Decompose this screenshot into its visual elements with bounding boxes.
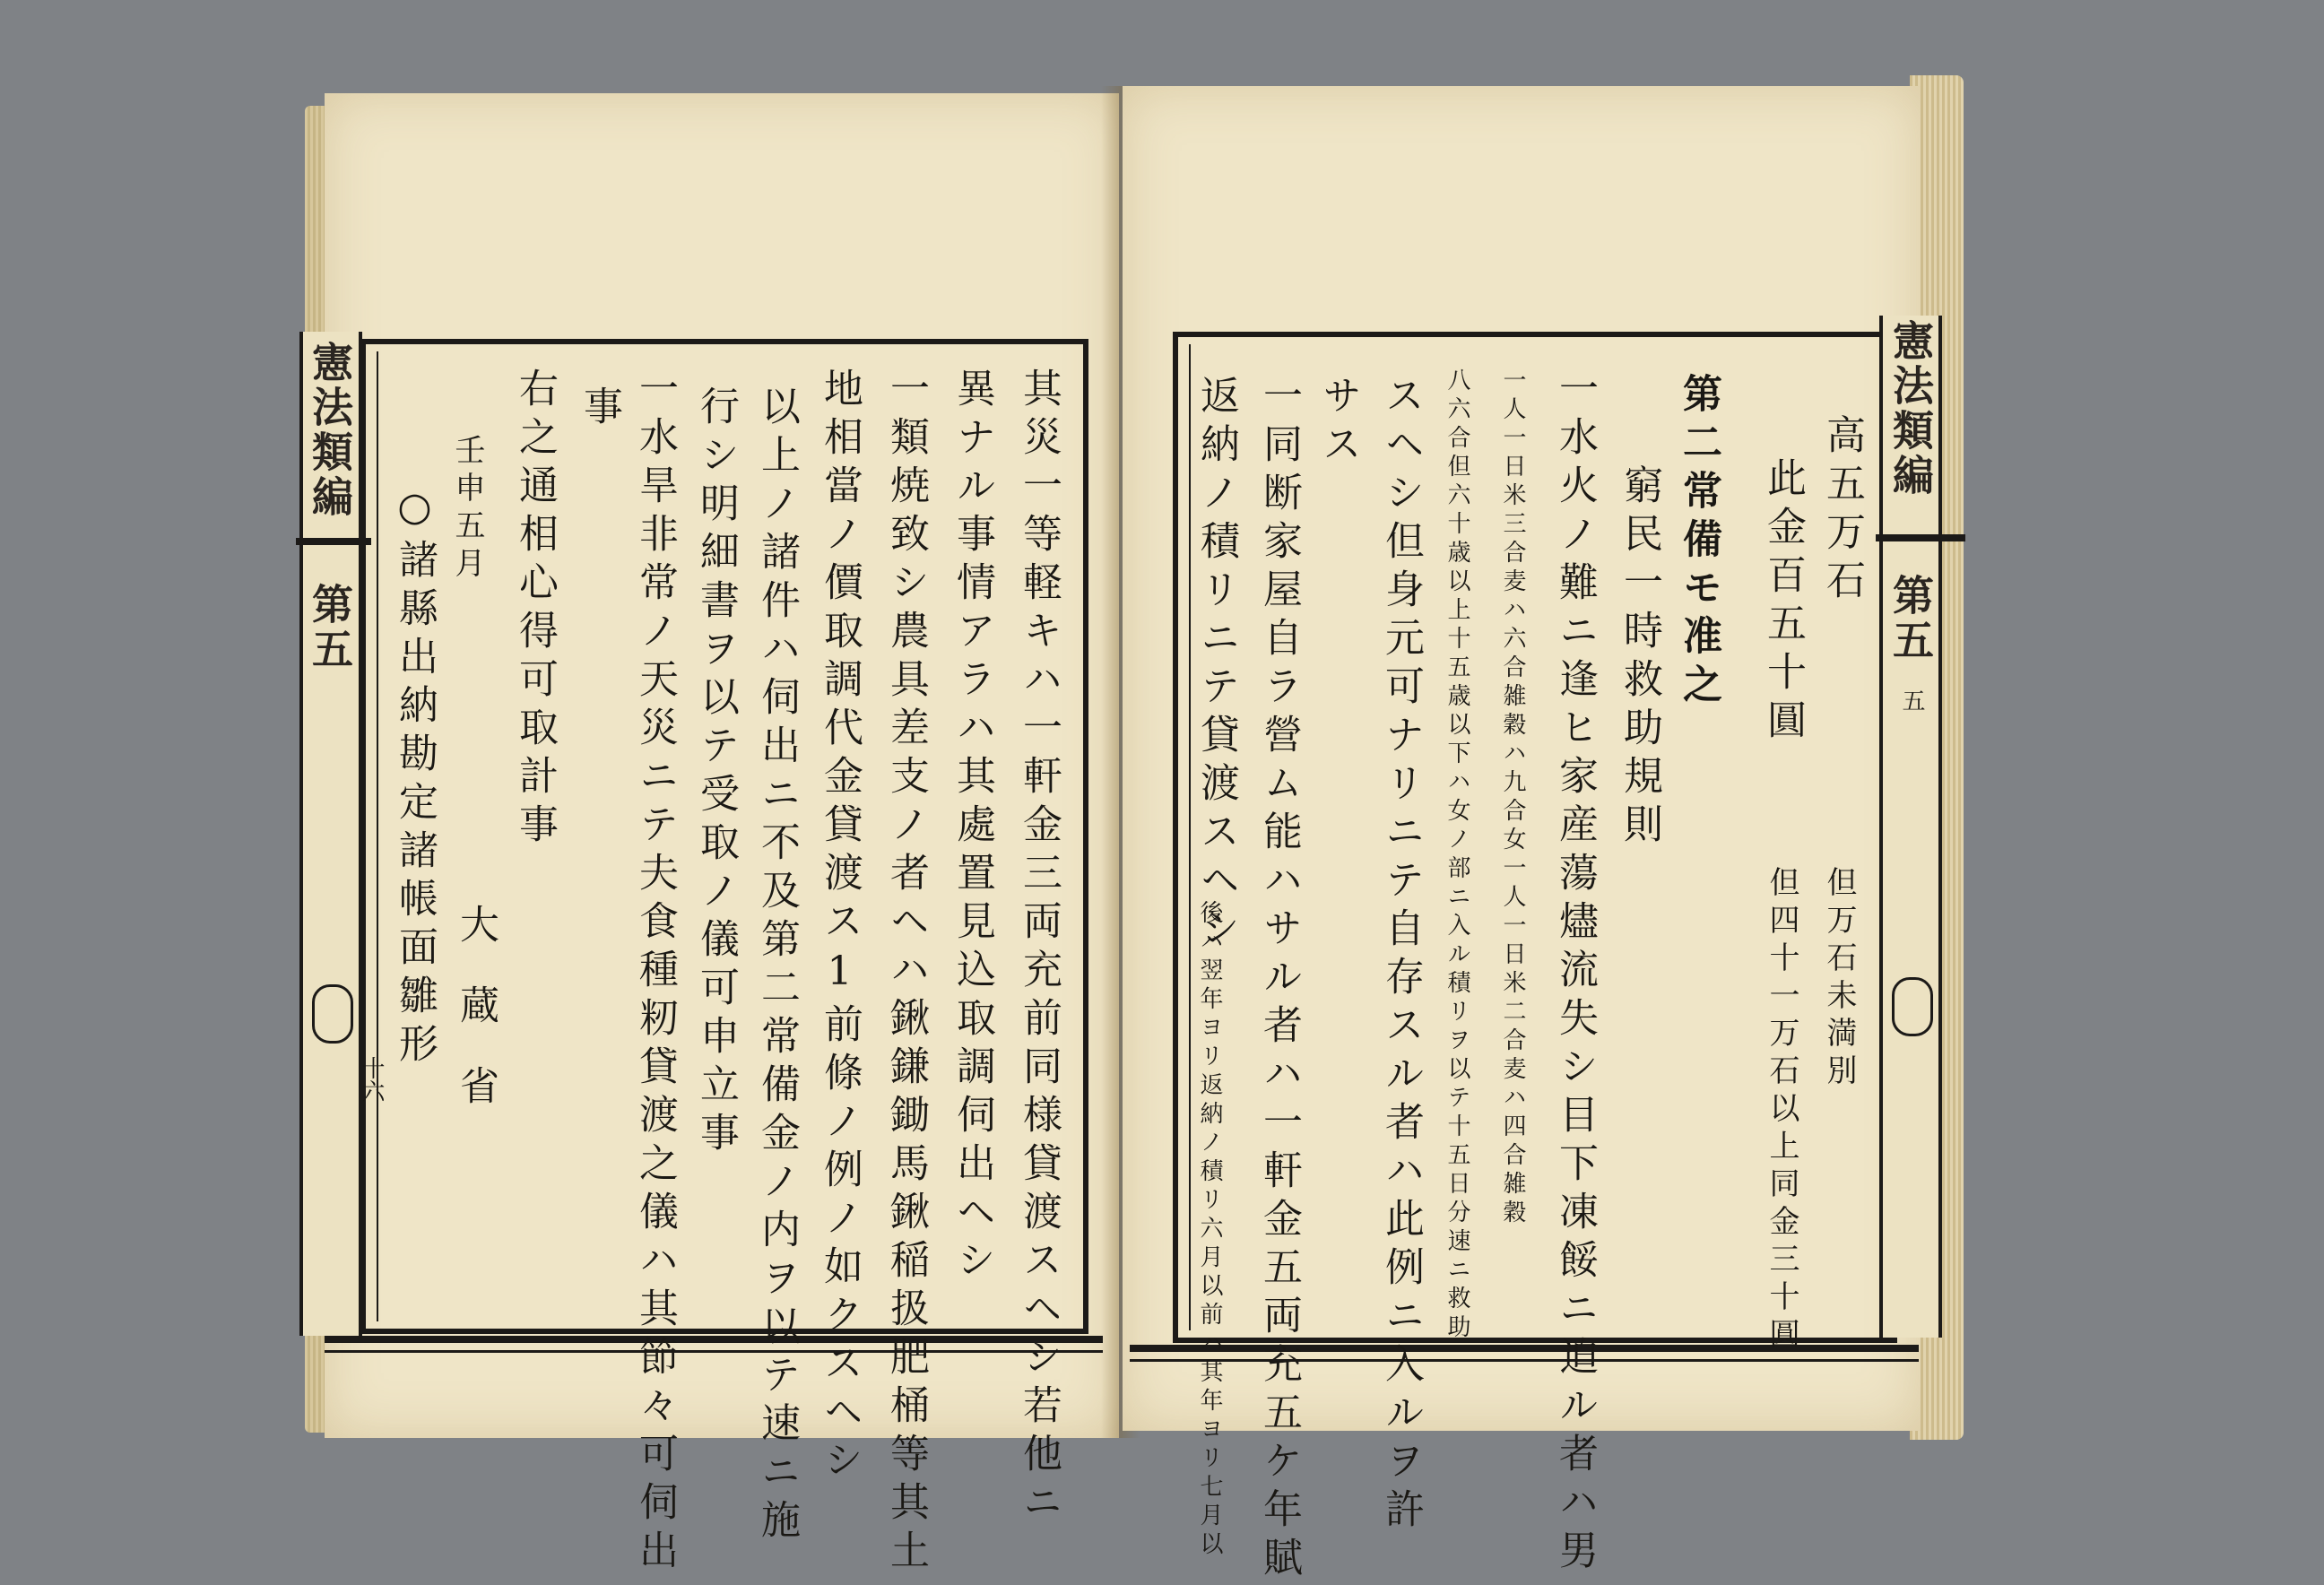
left-folio: 十六: [358, 1056, 385, 1103]
right-col-3: 八六合但六十歳以上十五歳以下ハ女ノ部ニ入ル積リヲ以テ十五日分速ニ救助: [1444, 368, 1470, 1343]
left-banner-section: 第五: [306, 583, 354, 672]
left-col-5: 以上ノ諸件ハ伺出ニ不及第二常備金ノ内ヲ以テ速ニ施: [754, 385, 800, 1547]
left-col-6: 行シ明細書ヲ以テ受取ノ儀可申立事: [693, 385, 739, 1160]
right-folio: 五: [1898, 689, 1925, 712]
left-col-1: 其災一等軽キハ一軒金三両充前同様貸渡スヘシ若他ニ: [1016, 368, 1062, 1529]
right-rule-title: 窮民一時救助規則: [1617, 464, 1662, 852]
left-banner-title: 憲法類編: [306, 341, 354, 520]
left-date: 壬申五月: [449, 434, 485, 585]
left-col-3: 一類焼致シ農具差支ノ者ヘハ鍬鎌鋤馬鍬稲扱肥桶等其土: [883, 368, 929, 1578]
left-frame-inner-rule: [377, 351, 378, 1321]
right-col-7: 返納ノ積リニテ貸渡スヘシ: [1193, 375, 1239, 956]
right-col-5: サス: [1315, 375, 1361, 472]
left-signature-1: 大: [453, 904, 499, 952]
left-col-9: 右之通相心得可取計事: [512, 368, 558, 852]
right-col-8: 後ハ翌年ヨリ返納ノ積リ六月以前ハ其年ヨリ七月以: [1196, 900, 1223, 1560]
left-banner-band: [296, 538, 371, 545]
left-col-7: 一水旱非常ノ天災ニテ夫食種籾貸渡之儀ハ其節々可伺出: [632, 368, 678, 1578]
left-fishtail-mark: [312, 984, 353, 1044]
right-col-1: 一水火ノ難ニ逢ヒ家産蕩燼流失シ目下凍餒ニ迫ル者ハ男: [1552, 368, 1598, 1578]
left-signature-2: 蔵: [453, 984, 499, 1033]
right-note-1: 但万石未満別: [1821, 866, 1857, 1092]
left-next-heading: ○諸縣出納勘定諸帳面雛形: [392, 484, 438, 1071]
right-amount: 此金百五十圓: [1760, 457, 1806, 748]
right-col-6: 一同断家屋自ラ營ム能ハサル者ハ一軒金五両充五ケ年賦: [1256, 375, 1302, 1585]
left-signature-3: 省: [453, 1065, 499, 1113]
right-bottom-rule: [1130, 1345, 1919, 1352]
right-col-4: スヘシ但身元可ナリニテ自存スル者ハ此例ニ入ルヲ許: [1378, 375, 1424, 1537]
right-banner-band: [1876, 534, 1965, 541]
left-bottom-rule: [325, 1336, 1103, 1343]
right-note-2: 但四十一万石以上同金三十圓: [1764, 866, 1799, 1355]
left-col-8: 事: [577, 385, 622, 434]
right-fishtail-mark: [1892, 977, 1933, 1036]
right-section-heading: 第二常備モ准之: [1676, 373, 1721, 712]
right-col-2: 一人一日米三合麦ハ六合雑穀ハ九合女一人一日米二合麦ハ四合雑穀: [1499, 368, 1526, 1228]
right-banner-title: 憲法類編: [1886, 319, 1935, 498]
right-banner-section: 第五: [1886, 574, 1935, 663]
right-kokudaka: 高五万石: [1819, 414, 1865, 608]
left-col-4: 地相當ノ價取調代金貸渡ス1前條ノ例ノ如クスヘシ: [817, 368, 863, 1487]
left-col-2: 異ナル事情アラハ其處置見込取調伺出ヘシ: [950, 368, 995, 1287]
left-bottom-rule-thin: [325, 1350, 1103, 1353]
right-frame-inner-rule: [1189, 344, 1191, 1330]
right-bottom-rule-thin: [1130, 1359, 1919, 1362]
